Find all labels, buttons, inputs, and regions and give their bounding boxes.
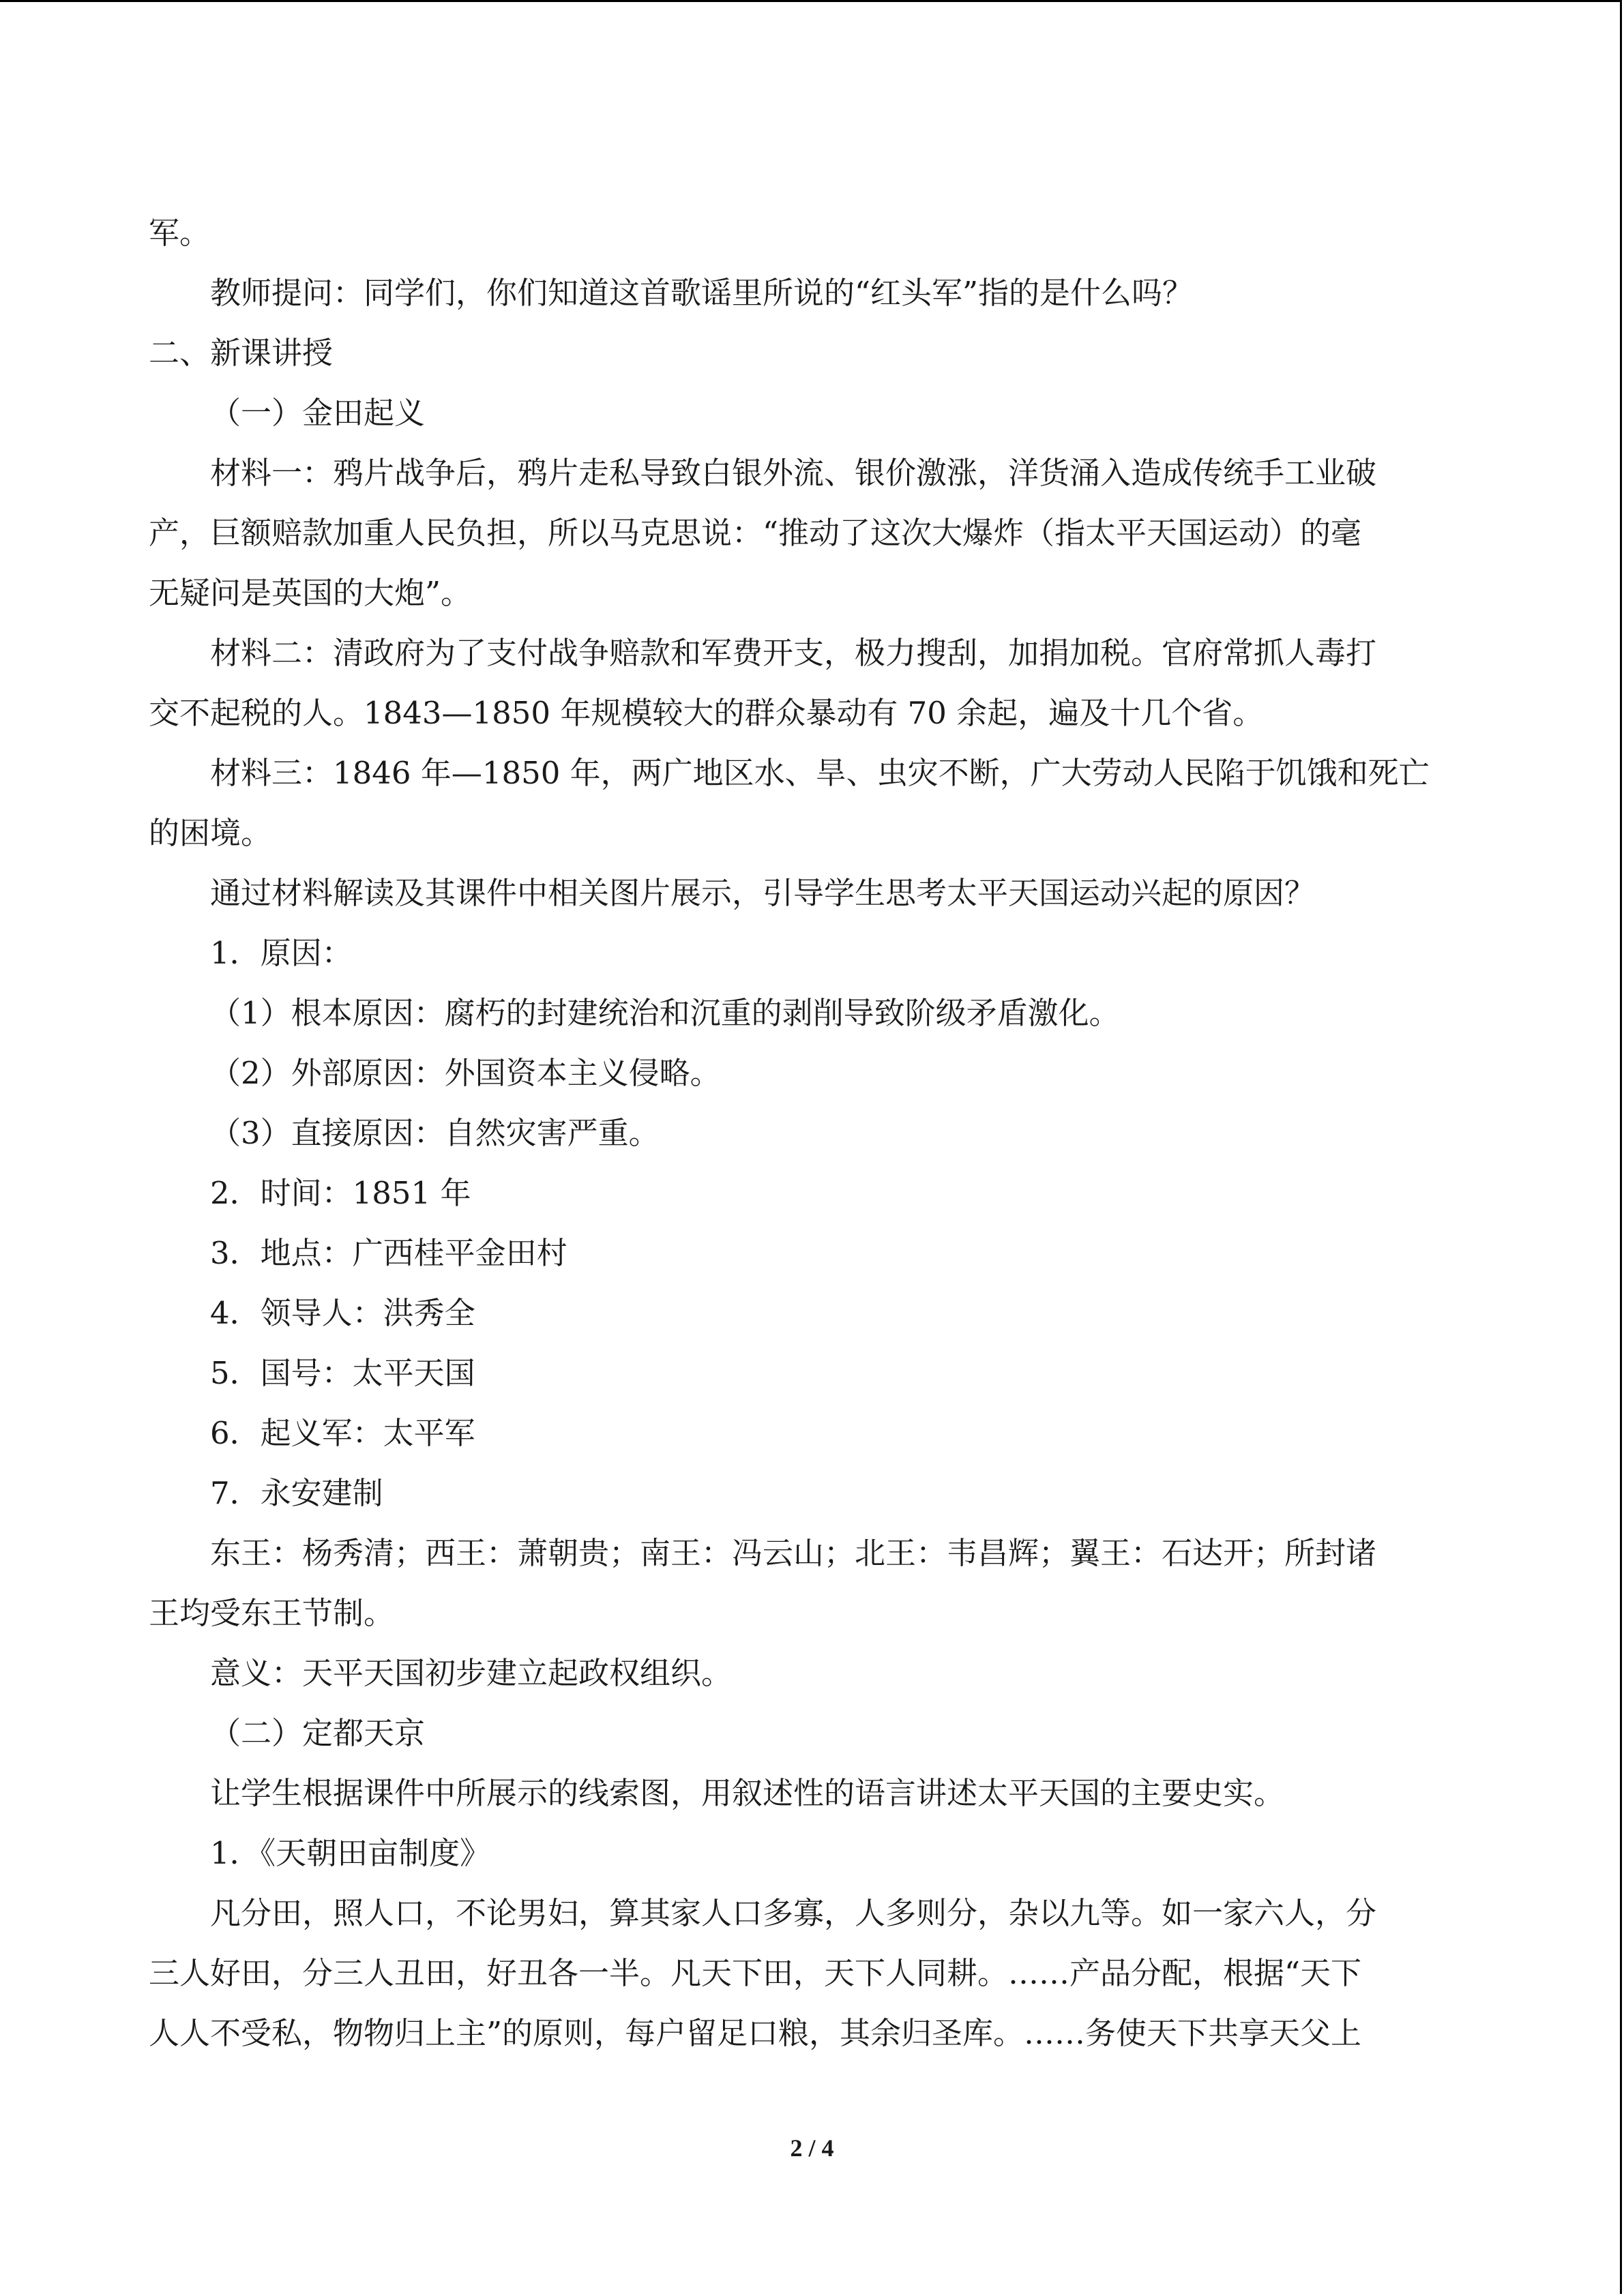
document-body bbox=[149, 203, 1476, 2063]
text-line: （1）根本原因：腐朽的封建统治和沉重的剥削导致阶级矛盾激化。 bbox=[210, 995, 1120, 1031]
text-line: 的困境。 bbox=[149, 815, 272, 851]
text-line: 军。 bbox=[149, 215, 211, 251]
text-line: 1．原因： bbox=[210, 935, 353, 971]
text-line: 交不起税的人。1843—1850 年规模较大的群众暴动有 70 余起，遍及十几个省。 bbox=[149, 695, 1264, 731]
page-number: 2 / 4 bbox=[790, 2134, 834, 2162]
text-line: 5．国号：太平天国 bbox=[210, 1355, 475, 1391]
text-line: 3．地点：广西桂平金田村 bbox=[210, 1235, 567, 1271]
text-line: 7．永安建制 bbox=[210, 1475, 383, 1511]
text-line: 产，巨额赔款加重人民负担，所以马克思说：“推动了这次大爆炸（指太平天国运动）的毫 bbox=[149, 515, 1362, 551]
text-line: 1．《天朝田亩制度》 bbox=[210, 1835, 491, 1871]
text-line: 东王：杨秀清；西王：萧朝贵；南王：冯云山；北王：韦昌辉；翼王：石达开；所封诸 bbox=[210, 1535, 1377, 1571]
text-line: （一）金田起义 bbox=[210, 395, 426, 431]
text-line: 4．领导人：洪秀全 bbox=[210, 1295, 475, 1331]
text-line: 教师提问：同学们，你们知道这首歌谣里所说的“红头军”指的是什么吗？ bbox=[210, 275, 1194, 311]
text-line: 三人好田，分三人丑田，好丑各一半。凡天下田，天下人同耕。……产品分配，根据“天下 bbox=[149, 1955, 1362, 1991]
text-line: 凡分田，照人口，不论男妇，算其家人口多寡，人多则分，杂以九等。如一家六人，分 bbox=[210, 1895, 1377, 1931]
text-line: 6．起义军：太平军 bbox=[210, 1415, 475, 1451]
text-line: 材料三：1846 年—1850 年，两广地区水、旱、虫灾不断，广大劳动人民陷于饥饿和死亡 bbox=[210, 755, 1430, 791]
text-line: 通过材料解读及其课件中相关图片展示，引导学生思考太平天国运动兴起的原因？ bbox=[210, 875, 1316, 911]
text-line: 意义：天平天国初步建立起政权组织。 bbox=[210, 1655, 733, 1691]
text-line: 王均受东王节制。 bbox=[149, 1595, 395, 1631]
text-line: 2．时间：1851 年 bbox=[210, 1175, 471, 1211]
text-line: （2）外部原因：外国资本主义侵略。 bbox=[210, 1055, 721, 1091]
text-line: 二、新课讲授 bbox=[149, 335, 334, 371]
text-line: 材料一：鸦片战争后，鸦片走私导致白银外流、银价激涨，洋货涌入造成传统手工业破 bbox=[210, 455, 1377, 491]
text-line: 人人不受私，物物归上主”的原则，每户留足口粮，其余归圣库。……务使天下共享天父上 bbox=[149, 2015, 1362, 2051]
text-line: 材料二：清政府为了支付战争赔款和军费开支，极力搜刮，加捐加税。官府常抓人毒打 bbox=[210, 635, 1377, 671]
text-line: 无疑问是英国的大炮”。 bbox=[149, 575, 472, 611]
text-line: （3）直接原因：自然灾害严重。 bbox=[210, 1115, 660, 1151]
text-line: （二）定都天京 bbox=[210, 1715, 426, 1751]
text-line: 让学生根据课件中所展示的线索图，用叙述性的语言讲述太平天国的主要史实。 bbox=[210, 1775, 1285, 1811]
